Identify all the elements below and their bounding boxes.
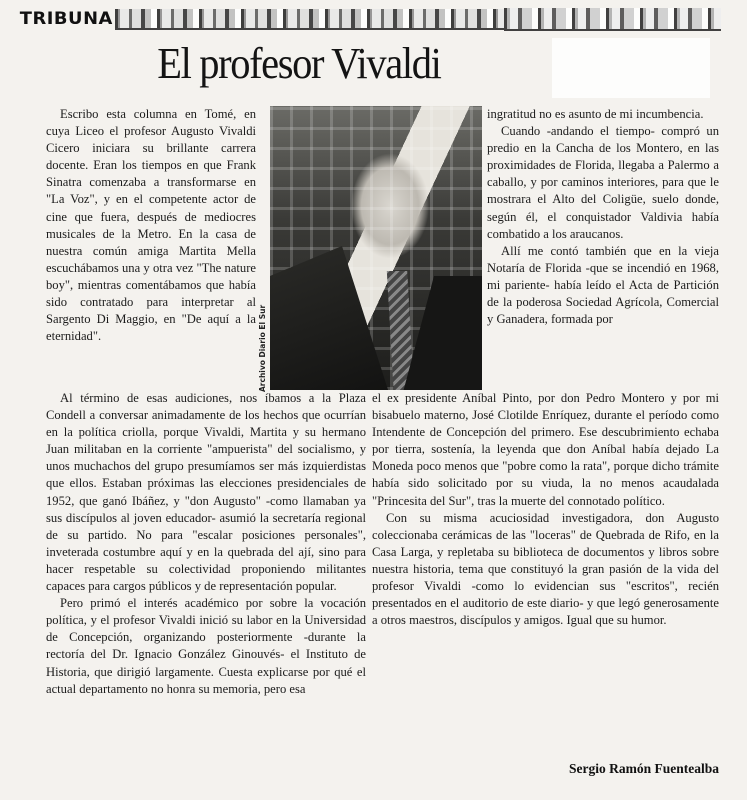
paragraph: ingratitud no es asunto de mi incumbencia. (487, 107, 704, 121)
headline: El profesor Vivaldi (156, 39, 441, 88)
masthead (19, 8, 504, 30)
section-label: TRIBUNA (19, 9, 113, 29)
headline-wrap (0, 38, 747, 89)
paragraph: Pero primó el interés académico por sobre la vocación política, y el profesor Vivaldi inició su labor en la Universidad de Concepción, organizando posteriormente -durante la rectoría del Dr. Ignacio González Ginouvés- el Instituto de Historia, que dirigió largamente. Cuesta explicarse por qué el actual departamento no honra su memoria, pero esa (46, 596, 366, 696)
paragraph: Cuando -andando el tiempo- compró un predio en la Cancha de los Montero, en las proximidades de Florida, llegaba a Palermo a caballo, y por caminos interiores, para que le mostrara el Alto del Coligüe, suelo donde, según él, el conquistador Valdivia había combatido a los araucanos. (487, 124, 719, 241)
paragraph: Allí me contó también que en la vieja Notaría de Florida -que se incendió en 1968, mi pariente- había leído el Acta de Partición de la poderosa Sociedad Agrícola, Comercial y Ganadera, formada por (487, 243, 719, 327)
photo-credit: Archivo Diario El Sur (258, 304, 267, 392)
author-byline: Sergio Ramón Fuentealba (569, 761, 719, 776)
portrait-photo (270, 106, 482, 390)
decorative-banner-right (504, 8, 721, 31)
column-right-top (487, 106, 719, 328)
column-left-bottom (46, 390, 366, 698)
paragraph: Escribo esta columna en Tomé, en cuya Liceo el profesor Augusto Vivaldi Cicero iniciara su brillante carrera docente. Eran los tiempos en que Frank Sinatra comenzaba a transformarse en "La Voz", y en el competente actor de cine que fuera, después de mediocres musicales de la Metro. En la casa de nuestra común amiga Martita Mella escuchábamos una y otra vez "The nature boy", mientras comentábamos que había sido contratado para interpretar al Sargento Di Maggio, en "De aquí a la eternidad". (46, 107, 256, 344)
paragraph: el ex presidente Aníbal Pinto, por don Pedro Montero y por mi bisabuelo materno, José Clotilde Enríquez, durante el período como Intendente de Concepción del primero. Ese descubrimiento echaba por tierra, sostenía, la leyenda que don Aníbal había dejado La Moneda poco menos que "pobre como la rata", porque dicho trámite había sido solicitado por su viuda, la no menos acaudalada "Princesita del Sur", tras la muerte del connotado político. (372, 391, 719, 508)
decorative-banner (115, 9, 504, 30)
column-right-bottom (372, 390, 719, 629)
paragraph: Al término de esas audiciones, nos íbamos a la Plaza Condell a conversar animadamente de los hechos que ocurrían en la política criolla, porque Vivaldi, Martita y su hermano Juan militaban en la corriente "ampuerista" del socialismo, y unos muchachos del grupo presumíamos ser más izquierdistas que ellos. Estaban próximas las elecciones presidenciales de 1952, que ganó Ibáñez, y "don Augusto" -como llamaban ya sus discípulos al joven educador- asumió la secretaría regional de su partido. No para "escalar posiciones personales", inveterada costumbre aquí y en la quebrada del ají, sino para hacer respetable su colectividad proponiendo militantes capaces para cargos públicos y de representación popular. (46, 391, 366, 594)
paragraph: Con su misma acuciosidad investigadora, don Augusto coleccionaba cerámicas de las "loceras" de Quebrada de Rifo, en la Casa Larga, y repletaba su biblioteca de documentos y libros sobre nuestra historia, tema que constituyó la gran pasión de la vida del profesor Vivaldi -como lo evidencian sus "escritos", recién presentados en el auditorio de este diario- y que legó generosamente a otros maestros, discípulos y amigos. Igual que su humor. (372, 510, 719, 628)
column-left-top (46, 106, 256, 345)
photo-jacket-left (270, 246, 390, 390)
photo-jacket-right (402, 276, 482, 390)
